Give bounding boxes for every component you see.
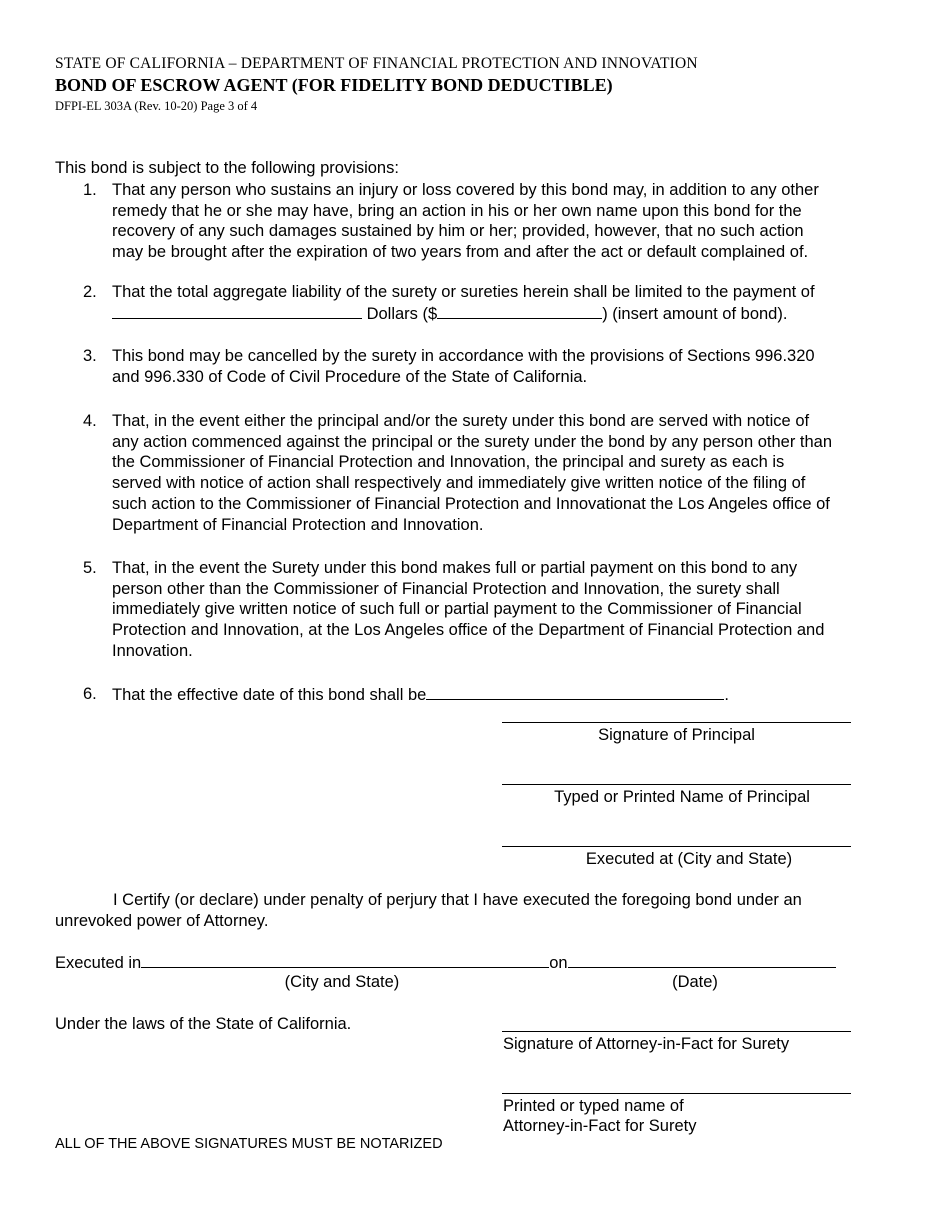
provision-number: 1. [83,181,97,199]
executed-in-city-blank[interactable] [141,952,549,968]
surety-signature-line[interactable] [502,1031,851,1032]
provision-line: may be brought after the expiration of two years from and after the act or default complained of. [112,243,809,262]
provision-number: 3. [83,347,97,365]
notary-notice: ALL OF THE ABOVE SIGNATURES MUST BE NOTARIZED [55,1136,443,1152]
executed-in-row [55,952,836,974]
provision-number: 6. [83,685,97,703]
provision-line: person other than the Commissioner of Financial Protection and Innovation, the surety shall [112,579,780,598]
provision-line: served with notice of action shall respectively and immediately give written notice of the filing of [112,474,806,493]
laws-statement: Under the laws of the State of California. [55,1015,352,1033]
form-number: DFPI-EL 303A (Rev. 10-20) Page 3 of 4 [55,99,258,113]
principal-signature-line[interactable] [502,722,851,723]
provision-line: That any person who sustains an injury or loss covered by this bond may, in addition to any other [112,181,819,199]
provision-line: any action commenced against the principal or the surety under the bond by any person other than [112,432,833,451]
executed-at-caption: Executed at (City and State) [585,850,793,868]
provision-line: the Commissioner of Financial Protection and Innovation, the principal and surety as each is [112,453,785,472]
surety-name-caption-2: Attorney-in-Fact for Surety [503,1117,697,1135]
surety-name-line[interactable] [502,1093,851,1094]
amount-words-blank[interactable] [112,303,362,319]
date-caption: (Date) [672,973,718,991]
provision-number: 4. [83,412,97,430]
amount-figure-blank[interactable] [437,303,602,319]
provision-line: remedy that he or she may have, bring an action in his or her own name upon this bond for the [112,201,802,220]
executed-on-label: on [549,954,568,972]
provision-line: recovery of any such damages sustained by him or her; provided, however, that no such action [112,222,804,241]
provision-amount-line [112,303,902,325]
executed-at-line[interactable] [502,846,851,847]
provision-line: That, in the event the Surety under this bond makes full or partial payment on this bond to any [112,559,798,577]
agency-header: STATE OF CALIFORNIA – DEPARTMENT OF FINANCIAL PROTECTION AND INNOVATION [55,55,698,72]
principal-name-caption: Typed or Printed Name of Principal [554,788,810,806]
provision-line: Department of Financial Protection and Innovation. [112,515,484,534]
surety-signature-caption: Signature of Attorney-in-Fact for Surety [503,1035,790,1053]
surety-name-caption-1: Printed or typed name of [503,1097,684,1115]
provision-end-period: . [724,686,729,704]
executed-date-blank[interactable] [568,952,836,968]
provision-line: That the total aggregate liability of the surety or sureties herein shall be limited to the payment of [112,283,815,301]
provision-number: 2. [83,283,97,301]
provision-line: immediately give written notice of such full or partial payment to the Commissioner of Financial [112,600,802,619]
provision-line: Innovation. [112,641,193,660]
effective-date-blank[interactable] [426,684,724,700]
insert-amount-label: ) (insert amount of bond). [602,304,788,323]
provision-line: and 996.330 of Code of Civil Procedure of the State of California. [112,367,588,386]
principal-name-line[interactable] [502,784,851,785]
provision-line: such action to the Commissioner of Financial Protection and Innovationat the Los Angeles office of [112,494,830,513]
certification-line-1: I Certify (or declare) under penalty of perjury that I have executed the foregoing bond under an [113,891,802,909]
provision-line: That, in the event either the principal and/or the surety under this bond are served with notice of [112,412,810,430]
principal-signature-caption: Signature of Principal [598,726,755,744]
executed-in-label: Executed in [55,954,142,972]
city-state-caption: (City and State) [284,973,400,991]
provision-number: 5. [83,559,97,577]
dollars-label: Dollars ($ [362,304,438,323]
effective-date-label: That the effective date of this bond shall be [112,686,427,704]
provision-line: This bond may be cancelled by the surety in accordance with the provisions of Sections 996.320 [112,347,815,365]
provision-line: Protection and Innovation, at the Los Angeles office of the Department of Financial Protection and [112,621,825,640]
provisions-intro: This bond is subject to the following provisions: [55,159,399,177]
certification-line-2: unrevoked power of Attorney. [55,912,269,930]
form-title: BOND OF ESCROW AGENT (FOR FIDELITY BOND DEDUCTIBLE) [55,75,613,95]
